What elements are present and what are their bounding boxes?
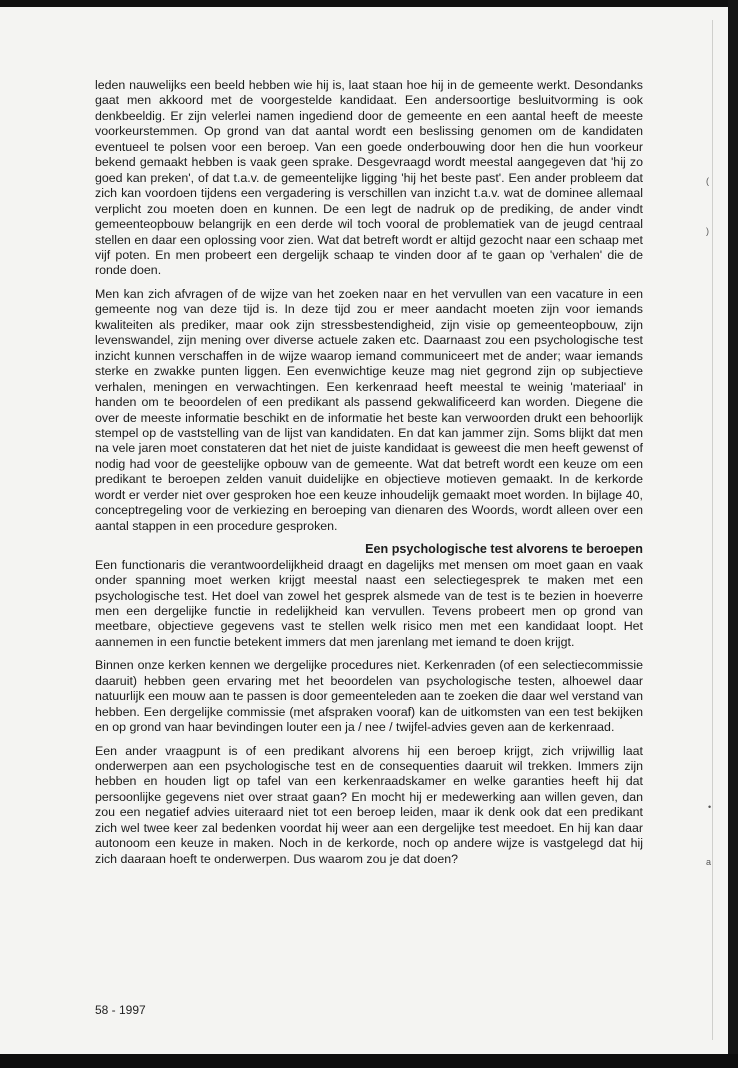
margin-mark: ) — [706, 226, 709, 236]
paragraph: Binnen onze kerken kennen we dergelijke procedures niet. Kerkenraden (of een selectiecommissie daaruit) hebben geen ervaring met het beoordelen van psychologische testen, alhoewel daar natuurlijk een mouw aan te passen is door gemeenteleden aan te zoeken die daar wel verstand van hebben. Een dergelijke commissie (met afspraken vooraf) kan de uitkomsten van een test bekijken en op grond van haar bevindingen louter een ja / nee / twijfel-advies geven aan de kerkenraad. — [95, 658, 643, 735]
scan-border-right — [728, 0, 738, 1068]
document-body — [95, 78, 643, 875]
page-number: 58 - 1997 — [95, 1003, 146, 1017]
paragraph: Een functionaris die verantwoordelijkheid draagt en dagelijks met mensen om moet gaan en vaak onder spanning moet werken krijgt meestal naast een selectiegesprek te maken met een psychologische test. Het doel van zowel het gesprek alsmede van de test is te bezien in hoeverre men een dergelijke functie in redelijkheid kan vervullen. Tevens probeert men op grond van meetbare, objectieve gegevens vast te stellen welk risico men met een kandidaat loopt. Het aannemen in een functie betekent immers dat men jarenlang met iemand te doen krijgt. — [95, 557, 643, 649]
paragraph: Een ander vraagpunt is of een predikant alvorens hij een beroep krijgt, zich vrijwillig laat onderwerpen aan een psychologische test en de consequenties daaruit wil trekken. Immers zijn hebben en houden ligt op tafel van een kerkenraadskamer en welke garanties heeft hij dat persoonlijke gegevens niet over straat gaan? En mocht hij er medewerking aan willen geven, dan zou een negatief advies uiteraard niet tot een beroep leiden, maar ik denk ook dat een predikant zich wel twee keer zal bedenken voordat hij weer aan een dergelijke test meedoet. En hij kan daar autonoom een keuze in maken. Noch in de kerkorde, noch op andere wijze is vastgelegd dat hij zich daaraan hoeft te onderwerpen. Dus waarom zou je dat doen? — [95, 743, 643, 866]
page-edge-line — [712, 20, 713, 1040]
paragraph: Men kan zich afvragen of de wijze van het zoeken naar en het vervullen van een vacature in een gemeente nog van deze tijd is. In deze tijd zou er meer aandacht moeten zijn voor iemands kwaliteiten als prediker, maar ook zijn stressbestendigheid, zijn visie op gemeenteopbouw, zijn levenswandel, zijn mening over diverse actuele zaken etc. Daarnaast zou een psychologische test inzicht kunnen verschaffen in de wijze waarop iemand communiceert met de ander; waar iemands sterke en zwakke punten liggen. Een evenwichtige keuze mag niet gegrond zijn op subjectieve verhalen, meningen en verwachtingen. Een kerkenraad heeft meestal te weinig 'materiaal' in handen om te beoordelen of een predikant als passend gekwalificeerd kan worden. Diegene die over de meeste informatie beschikt en de informatie het beste kan verwoorden drukt een behoorlijk stempel op de vaststelling van de lijst van kandidaten. En dat kan jammer zijn. Soms blijkt dat men na vele jaren moet constateren dat het niet de juiste kandidaat is geweest die men heeft gewenst of nodig had voor de geestelijke opbouw van de gemeente. Wat dat betreft wordt een keuze om een predikant te beroepen zelden vanuit duidelijke en objectieve motieven gemaakt. In de kerkorde wordt er verder niet over gesproken hoe een keuze inhoudelijk gemaakt moet worden. In bijlage 40, conceptregeling voor de verkiezing en beroeping van dienaren des Woords, wordt alleen over een aantal stappen in een procedure gesproken. — [95, 286, 643, 533]
scan-border-top — [0, 0, 738, 7]
paragraph: leden nauwelijks een beeld hebben wie hij is, laat staan hoe hij in de gemeente werkt. Desondanks gaat men akkoord met de voorgestelde kandidaat. Een andersoortige besluitvorming is ook denkbeeldig. Er zijn velerlei namen ingediend door de gemeente en een aantal heeft de meeste voorkeurstemmen. Op grond van dat aantal wordt een beslissing genomen om de kandidaten eventueel te polsen voor een beroep. Van een goede onderbouwing door hen die hun voorkeur bekend gemaakt hebben is vaak geen sprake. Desgevraagd wordt meestal aangegeven dat 'hij zo goed kan preken', of dat t.a.v. de gemeentelijke ligging 'hij het beste past'. Een ander probleem dat zich kan voordoen tijdens een vergadering is verschillen van inzicht t.a.v. wat de dominee allemaal verplicht zou moeten doen en kunnen. De een legt de nadruk op de prediking, de ander vindt gemeenteopbouw belangrijk en een derde wil toch vooral de problematiek van de jeugd centraal stellen en daar een oplossing voor zien. Wat dat betreft wordt er altijd gezocht naar een schaap met vijf poten. En men probeert een dergelijk schaap te vinden door af te gaan op 'verhalen' die de ronde doen. — [95, 78, 643, 278]
margin-dot: • — [708, 802, 712, 812]
margin-mark: a — [706, 857, 712, 867]
section-heading: Een psychologische test alvorens te beroepen — [365, 542, 643, 557]
margin-mark: ( — [706, 176, 709, 186]
scan-border-bottom — [0, 1054, 738, 1068]
